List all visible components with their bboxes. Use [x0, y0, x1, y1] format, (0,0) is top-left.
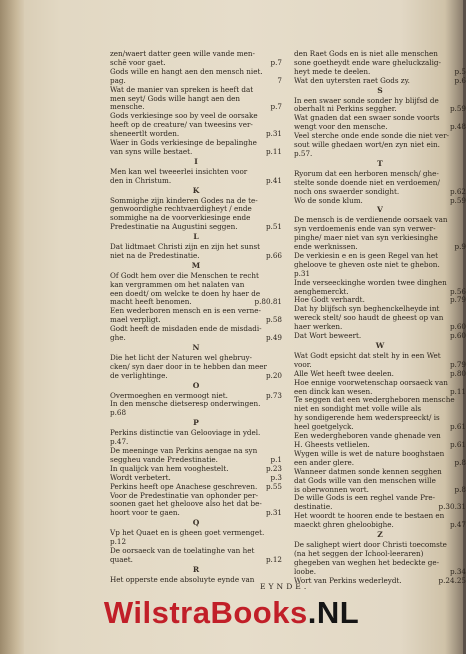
page-reference: p.48	[449, 122, 466, 132]
entry-text: De oorsaeck van de toelatinghe van het	[110, 545, 255, 555]
entry-text: sout wille ghedaen wort/en zyn niet ein.	[294, 140, 440, 150]
section-letter: M	[191, 260, 201, 270]
page-reference: p.11	[449, 386, 466, 396]
section-letter: W	[375, 341, 385, 350]
page-reference: p.80	[449, 368, 466, 378]
entry-text: Wort van Perkins wederleydt.	[294, 575, 402, 585]
entry-text: Perkins heeft ope Anachese geschreven.	[110, 481, 258, 491]
entry-text: een doedt/ om welcke te doen hy haer de	[110, 288, 261, 298]
entry-text: maeckt ghren gheloobighe.	[294, 520, 394, 530]
page-reference: p.9	[454, 242, 466, 252]
index-entry	[110, 556, 282, 565]
entry-text: destinatie.	[294, 502, 333, 512]
section-letter: K	[192, 185, 200, 195]
index-entry	[110, 529, 282, 538]
page-reference: p.24.25	[438, 575, 466, 585]
page-reference: p.12	[265, 554, 282, 564]
entry-text: Een wedergheboren vande ghenade ven	[294, 431, 441, 441]
section-letter: Z	[377, 530, 383, 540]
entry-text: In qualijck van hem vooghestelt.	[110, 463, 229, 473]
entry-text: Dat Wort beweert.	[294, 331, 362, 341]
section-letter: Q	[192, 518, 200, 528]
entry-text: Het opperste ende absoluyte eynde van	[110, 574, 255, 584]
entry-text: mensche.	[110, 102, 145, 112]
section-letter: L	[193, 232, 199, 242]
index-entry	[110, 68, 282, 77]
entry-text: een ander glere.	[294, 457, 355, 467]
entry-text: schē voor gaet.	[110, 57, 166, 67]
entry-text: Veel sterche onde ende sonde die niet ver-	[294, 131, 449, 141]
page-reference: p.31	[265, 129, 282, 139]
index-entry	[294, 521, 466, 530]
entry-text: wengt voor den mensche.	[294, 122, 388, 132]
entry-text: De salighept wiert door Christi toecomste	[294, 539, 447, 549]
end-word: EYNDE.	[260, 582, 310, 591]
page-reference: p.8	[454, 484, 466, 494]
entry-text: macht heeft benomen.	[110, 297, 192, 307]
watermark-domain: .NL	[307, 595, 360, 630]
entry-text: Overmoeghen en vermoogt niet.	[110, 390, 228, 400]
entry-text: cken/ syn daer door in te hebben dan meer	[110, 361, 267, 371]
entry-text: Voor de Predestinatie van ophonder per-	[110, 490, 259, 500]
index-entry	[110, 177, 282, 186]
entry-text: van syns wille bestaet.	[110, 146, 193, 156]
entry-text: De wille Gods is een reghel vande Pre-	[294, 493, 436, 503]
page-reference: p.59	[449, 104, 466, 114]
entry-text: Inde verseeckinghe worden twee dinghen	[294, 277, 447, 287]
entry-text: Die het licht der Naturen wel ghebruy-	[110, 352, 252, 362]
entry-text: Wordt verbetert.	[110, 472, 171, 482]
page-reference: p.79	[449, 359, 466, 369]
entry-text: Te seggen dat een wedergheboren mensche	[294, 395, 455, 405]
index-entry	[294, 150, 466, 159]
entry-text: heyt mede te deelen.	[294, 66, 371, 76]
entry-text: loobe.	[294, 566, 317, 576]
entry-text: ghegeben van weghen het bedeckte ge-	[294, 557, 440, 567]
page-reference: p.66	[265, 250, 282, 260]
index-entry	[294, 577, 466, 586]
index-entry	[110, 429, 282, 438]
entry-text: Perkins distinctie van Gelooviage in ydel.	[110, 428, 261, 438]
index-entry	[294, 332, 466, 341]
index-column-left	[110, 50, 282, 585]
entry-text: H. Gheests vetlielen.	[294, 439, 370, 449]
page-reference: p.61	[449, 439, 466, 449]
index-entry	[294, 77, 466, 86]
entry-text: haer werken.	[294, 322, 343, 332]
page-reference: p.60	[449, 322, 466, 332]
entry-text: is oberwonnen wort.	[294, 484, 369, 494]
index-entry	[110, 148, 282, 157]
page-reference: p.20	[265, 370, 282, 380]
page-reference: p.8	[454, 457, 466, 467]
entry-text: de verlightinge.	[110, 370, 168, 380]
entry-text: sommighe na de voorverkiesinge ende	[110, 213, 251, 223]
watermark-logo	[0, 595, 463, 631]
entry-text: Hoe Godt verhardt.	[294, 295, 365, 305]
entry-text: Wat den uytersten raet Gods zy.	[294, 75, 410, 85]
index-entry	[110, 409, 282, 418]
page-reference: p.30.31	[438, 502, 466, 512]
entry-text: Het woordt te hooren ende te bestaen en	[294, 511, 445, 521]
index-entry	[110, 252, 282, 261]
entry-text: Wat Godt epsicht dat stelt hy in een Wet	[294, 350, 441, 360]
entry-text: Men kan wel tweeerlei insichten voor	[110, 166, 248, 176]
watermark-initial: W	[103, 595, 134, 630]
entry-text: oberhalt ni Perkins seggher.	[294, 104, 397, 114]
entry-text: kan vergrammen om het nalaten van	[110, 279, 245, 289]
page-reference: p.80.81	[254, 297, 282, 307]
index-entry	[294, 197, 466, 206]
entry-text: heeft op de creature/ van tweesins ver-	[110, 120, 253, 130]
page-reference: p.61	[449, 422, 466, 432]
entry-text: Vp het Quaet en is gheen goet vermenget.	[110, 528, 265, 538]
entry-text: Gods verkiesinge soo by veel de oorsake	[110, 111, 258, 121]
entry-text: p.57.	[294, 148, 313, 158]
index-entry	[110, 223, 282, 232]
entry-text: p.12	[110, 537, 127, 547]
section-letter: N	[192, 343, 200, 352]
entry-text: Dat hy blijfsch syn beghenckelheyde int	[294, 304, 440, 314]
index-page	[24, 20, 466, 620]
entry-text: Dat lidtmaet Christi zijn en zijn het sunst	[110, 242, 261, 252]
page-reference: p.31	[265, 508, 282, 518]
entry-text: heel goetgelyck.	[294, 422, 354, 432]
entry-text: De meeninge van Perkins aengae na syn	[110, 445, 258, 455]
entry-text: mael verpligt.	[110, 315, 161, 325]
book-spine	[0, 0, 24, 654]
page-reference: p.41	[265, 175, 282, 185]
entry-text: In een swaer sonde sonder hy blijfsd de	[294, 95, 439, 105]
page-reference: p.5	[454, 66, 466, 76]
entry-text: sone goetheydt ende ware gheluckzalig-	[294, 57, 441, 67]
index-entry	[110, 576, 282, 585]
page-reference: p.7	[270, 102, 282, 112]
page-reference: p.79	[449, 295, 466, 305]
entry-text: ghe.	[110, 333, 126, 343]
entry-text: Wanneer datmen sonde kennen segghen	[294, 466, 442, 476]
section-letter: V	[377, 205, 383, 215]
entry-text: Hoe ennige voorwetenschap oorsaeck van	[294, 377, 448, 387]
entry-text: syn verdoemenis ende van syn verwer-	[294, 224, 436, 234]
entry-text: seggheu vande Predestinatie.	[110, 454, 218, 464]
entry-text: aenghemerckt.	[294, 286, 349, 296]
entry-text: een dinck kan wesen.	[294, 386, 373, 396]
index-entry	[110, 509, 282, 518]
index-entry	[294, 261, 466, 270]
page-reference: p.60	[449, 331, 466, 341]
section-letter: I	[194, 156, 198, 166]
page-reference: p.11	[265, 146, 282, 156]
entry-text: zen/waert datter geen wille vande men-	[110, 49, 255, 58]
page-reference: p.55	[265, 481, 282, 491]
entry-text: den Raet Gods en is niet alle menschen	[294, 49, 438, 58]
index-entry	[110, 325, 282, 334]
page-reference: p.1	[270, 454, 282, 464]
entry-text: Predestinatie na Augustini seggen.	[110, 222, 238, 232]
page-reference: p.62	[449, 186, 466, 196]
entry-text: stelte sonde doende niet en verdoemen/	[294, 177, 440, 187]
entry-text: hy sondigerende hem wederspreeckt/ is	[294, 413, 440, 423]
section-letter: R	[192, 564, 200, 574]
entry-text: gheloove te gheven oste niet te ghebon.	[294, 259, 440, 269]
index-entry	[294, 352, 466, 361]
entry-text: niet na de Predestinatie.	[110, 250, 200, 260]
entry-text: Waer in Gods verkiesinge de bepalinghe	[110, 138, 257, 148]
entry-text: De verkiesin e en is geen Regel van het	[294, 250, 438, 260]
page-reference: p.58	[265, 315, 282, 325]
entry-text: pinghe/ maer niet van syn verkiesinghe	[294, 233, 438, 243]
index-entry	[110, 372, 282, 381]
entry-text: In den mensche dietseresp onderwingen.	[110, 399, 261, 409]
entry-text: Wat de manier van spreken is heeft dat	[110, 84, 254, 94]
entry-text: wereck stelt/ soo haudt de gheest op van	[294, 313, 444, 323]
entry-text: p.47.	[110, 437, 129, 447]
entry-text: sheneertlt worden.	[110, 129, 180, 139]
entry-text: quaet.	[110, 554, 133, 564]
entry-text: Wo de sonde klum.	[294, 195, 363, 205]
entry-text: (na het seggen der Ichool-leeraren)	[294, 548, 424, 558]
entry-text: pag.	[110, 75, 126, 85]
entry-text: Sommighe zijn kinderen Godes na de te-	[110, 195, 258, 205]
page-reference: p.59	[449, 195, 466, 205]
section-letter: P	[193, 418, 199, 428]
section-letter: T	[377, 158, 383, 168]
entry-text: Wat gnaden dat een swaer sonde voorts	[294, 113, 440, 123]
entry-text: Alle Wet heeft twee deelen.	[294, 368, 394, 378]
entry-text: Gods wille en hangt aen den mensch niet.	[110, 66, 263, 76]
entry-text: men seyt/ Gods wille hangt aen den	[110, 93, 241, 103]
entry-text: ende werknissen.	[294, 242, 358, 252]
index-entry	[110, 334, 282, 343]
entry-text: niet en sondight met volle wille als	[294, 404, 422, 414]
entry-text: noch ons swaerder sondight.	[294, 186, 400, 196]
entry-text: Ryorum dat een herboren mensch/ ghe-	[294, 168, 439, 178]
entry-text: genwoordighe rechtvaerdigheyt / ende	[110, 204, 252, 214]
page-reference: p.23	[265, 463, 282, 473]
entry-text: p.68	[110, 408, 127, 418]
page-reference: p.49	[265, 333, 282, 343]
index-column-right	[294, 50, 466, 585]
entry-text: p.31	[294, 268, 311, 278]
entry-text: De mensch is de verdienende oorsaek van	[294, 215, 448, 225]
page-reference: p.56	[449, 286, 466, 296]
index-entry	[294, 141, 466, 150]
page-reference: p.34	[449, 566, 466, 576]
page-reference: 7	[277, 75, 282, 85]
entry-text: den in Christum.	[110, 175, 172, 185]
entry-text: dat Gods wille van den menschen wille	[294, 475, 436, 485]
page-reference: p.6	[454, 75, 466, 85]
page-reference: p.7	[270, 57, 282, 67]
entry-text: Een wederboren mensch en is een verne-	[110, 306, 261, 316]
entry-text: soonen gaet het gheloove also het dat be-	[110, 499, 262, 509]
section-letter: O	[192, 380, 200, 390]
entry-text: Wygen wille is wet de nature booghstaen	[294, 448, 445, 458]
index-entry	[110, 400, 282, 409]
page-reference: p.3	[270, 472, 282, 482]
watermark-name: ilstraBooks	[133, 595, 308, 630]
page-reference: p.51	[265, 222, 282, 232]
entry-text: Of Godt hem over die Menschen te recht	[110, 270, 259, 280]
index-entry	[294, 559, 466, 568]
page-reference: p.73	[265, 390, 282, 400]
entry-text: hoort voor te gaen.	[110, 508, 180, 518]
entry-text: voor.	[294, 359, 312, 369]
index-entry	[110, 547, 282, 556]
section-letter: S	[377, 85, 383, 95]
page-reference: p.47	[449, 520, 466, 530]
entry-text: Godt heeft de misdaden ende de misdadi-	[110, 324, 262, 334]
